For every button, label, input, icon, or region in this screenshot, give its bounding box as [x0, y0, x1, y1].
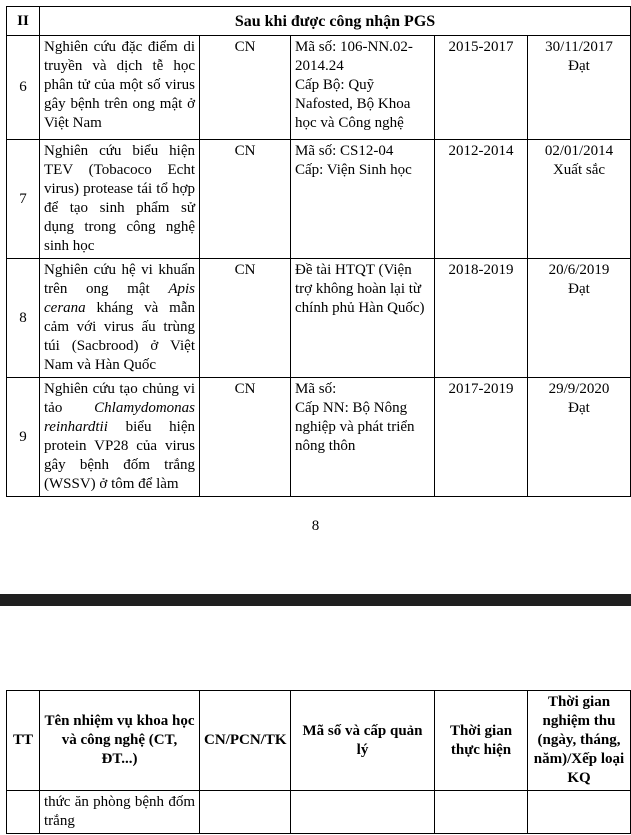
- projects-table: [6, 6, 631, 497]
- name-text: kháng và mẫn cảm với virus ấu trùng túi (Sacbrood) ở Việt Nam và Hàn Quốc: [44, 300, 195, 373]
- projects-table-continued: [6, 690, 631, 834]
- name-text: Nghiên cứu tạo chủng vi tảo: [44, 381, 195, 416]
- project-name: Nghiên cứu biểu hiện TEV (Tobacoco Echt virus) protease tái tổ hợp để tạo sinh phẩm sử dụng trong công nghệ sinh học: [40, 140, 200, 259]
- header-name: Tên nhiệm vụ khoa học và công nghệ (CT, ĐT...): [40, 691, 200, 791]
- result-date: 20/6/2019: [548, 262, 610, 278]
- result-grade: Xuất sắc: [552, 162, 606, 178]
- code-line: Mã số: 106-NN.02-2014.24: [295, 39, 413, 74]
- table-row: [7, 259, 631, 378]
- table-row: [7, 36, 631, 140]
- row-number: 6: [7, 36, 40, 140]
- project-time: 2015-2017: [435, 36, 528, 140]
- page-number: 8: [311, 518, 320, 534]
- project-role: CN: [200, 259, 291, 378]
- project-code: [291, 791, 435, 834]
- project-role: CN: [200, 378, 291, 497]
- project-result: [528, 140, 631, 259]
- code-line: Cấp Bộ: Quỹ Nafosted, Bộ Khoa học và Công nghệ: [295, 77, 411, 131]
- page-divider: [0, 594, 631, 606]
- code-line: Mã số:: [295, 381, 337, 397]
- project-time: 2018-2019: [435, 259, 528, 378]
- project-time: 2017-2019: [435, 378, 528, 497]
- name-text: biểu hiện protein VP28 của virus gây bệnh đốm trắng (WSSV) ở tôm để làm: [44, 419, 195, 492]
- table-header-row: [7, 691, 631, 791]
- result-grade: Đạt: [568, 281, 590, 297]
- result-date: 30/11/2017: [545, 39, 613, 55]
- header-tt: TT: [7, 691, 40, 791]
- row-number: 8: [7, 259, 40, 378]
- section-row: [7, 7, 631, 36]
- project-code: [291, 140, 435, 259]
- row-number: [7, 791, 40, 834]
- code-line: Cấp: Viện Sinh học: [295, 162, 412, 178]
- project-name-continued: thức ăn phòng bệnh đốm trắng: [40, 791, 200, 834]
- result-grade: Đạt: [568, 400, 590, 416]
- result-grade: Đạt: [568, 58, 590, 74]
- project-time: [435, 791, 528, 834]
- result-date: 02/01/2014: [544, 143, 614, 159]
- project-name: [40, 259, 200, 378]
- code-line: Cấp NN: Bộ Nông nghiệp và phát triển nông thôn: [295, 400, 415, 454]
- section-roman: II: [7, 7, 40, 36]
- species-name: Apis cerana: [44, 281, 195, 316]
- project-result: [528, 791, 631, 834]
- project-name: Nghiên cứu đặc điểm di truyền và dịch tễ học phân tử của một số virus gây bệnh trên ong mật ở Việt Nam: [40, 36, 200, 140]
- species-name: Chlamydomonas reinhardtii: [44, 400, 195, 435]
- project-code: [291, 36, 435, 140]
- name-text: Nghiên cứu hệ vi khuẩn trên ong mật: [44, 262, 195, 297]
- project-name: [40, 378, 200, 497]
- row-number: 7: [7, 140, 40, 259]
- table-row: [7, 378, 631, 497]
- header-role: CN/PCN/TK: [200, 691, 291, 791]
- project-role: CN: [200, 140, 291, 259]
- project-code: [291, 378, 435, 497]
- code-line: Đề tài HTQT (Viện trợ không hoàn lại từ chính phủ Hàn Quốc): [295, 262, 425, 316]
- code-line: Mã số: CS12-04: [295, 143, 394, 159]
- project-result: [528, 36, 631, 140]
- table-row: [7, 791, 631, 834]
- table-row: [7, 140, 631, 259]
- project-role: CN: [200, 36, 291, 140]
- section-title: Sau khi được công nhận PGS: [40, 7, 631, 36]
- project-result: [528, 259, 631, 378]
- result-date: 29/9/2020: [548, 381, 610, 397]
- project-result: [528, 378, 631, 497]
- project-role: [200, 791, 291, 834]
- row-number: 9: [7, 378, 40, 497]
- header-time: Thời gian thực hiện: [435, 691, 528, 791]
- header-result: Thời gian nghiệm thu (ngày, tháng, năm)/Xếp loại KQ: [528, 691, 631, 791]
- project-time: 2012-2014: [435, 140, 528, 259]
- project-code: [291, 259, 435, 378]
- header-code: Mã số và cấp quản lý: [291, 691, 435, 791]
